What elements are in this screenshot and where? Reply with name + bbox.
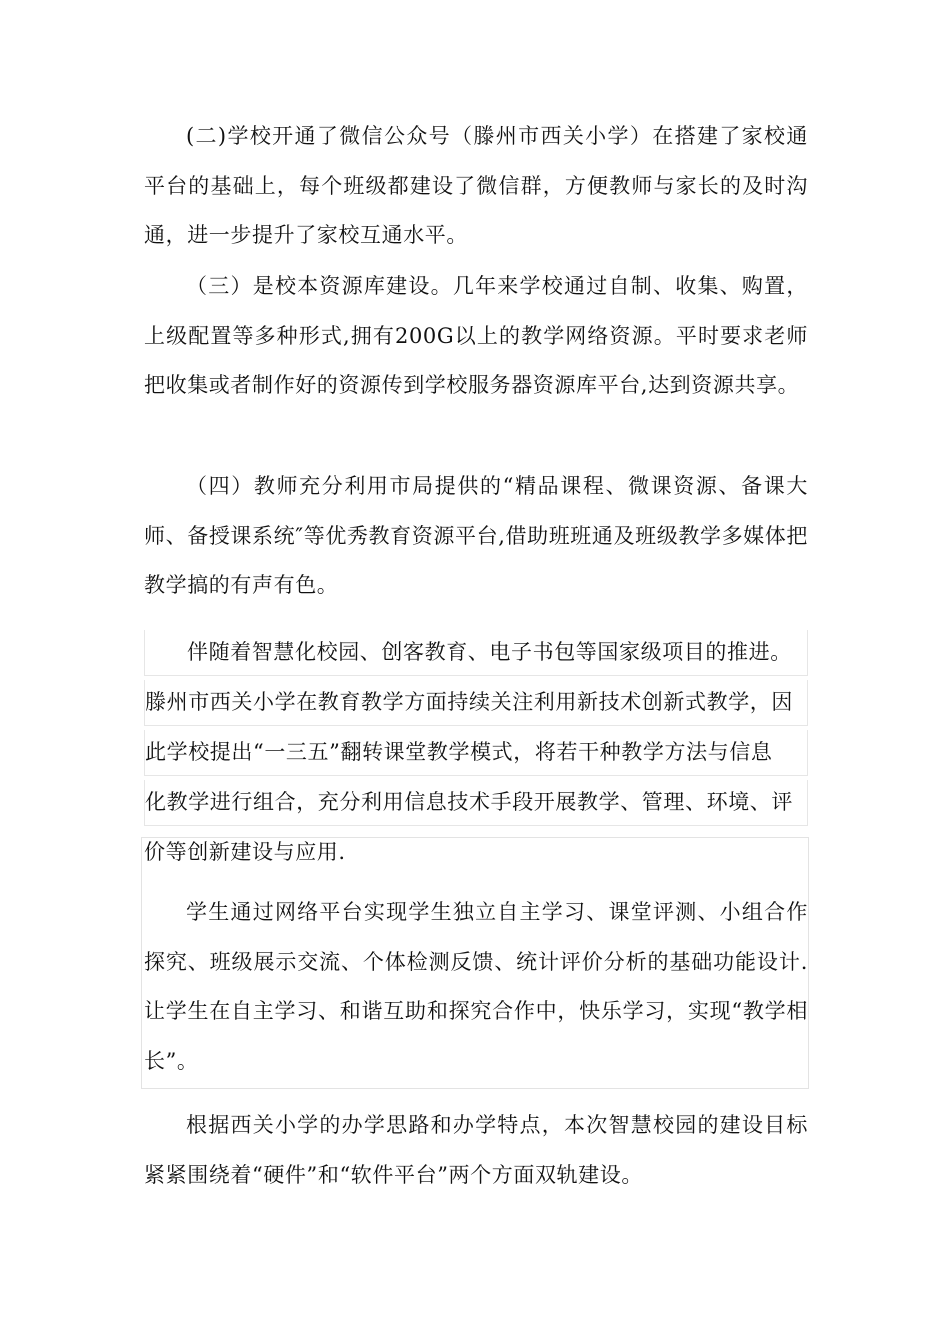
paragraph-construction-goal: 根据西关小学的办学思路和办学特点，本次智慧校园的建设目标紧紧围绕着“硬件”和“软件平台”两个方面双轨建设。 <box>144 1113 808 1187</box>
boxed-line-4: 化教学进行组合，充分利用信息技术手段开展教学、管理、环境、评 <box>144 780 808 826</box>
paragraph-student-platform: 学生通过网络平台实现学生独立自主学习、课堂评测、小组合作探究、班级展示交流、个体检测反馈、统计评价分析的基础功能设计.让学生在自主学习、和谐互助和探究合作中，快乐学习，实现“教学相长”。 <box>144 900 808 1073</box>
boxed-line-5: 价等创新建设与应用. <box>144 840 346 864</box>
paragraph-wechat-platform: (二)学校开通了微信公众号（滕州市西关小学）在搭建了家校通平台的基础上，每个班级都建设了微信群，方便教师与家长的及时沟通，进一步提升了家校互通水平。 <box>144 124 808 247</box>
boxed-line-3: 此学校提出“一三五”翻转课堂教学模式，将若干种教学方法与信息 <box>144 730 808 776</box>
boxed-line-1: 伴随着智慧化校园、创客教育、电子书包等国家级项目的推进。 <box>144 630 808 676</box>
paragraph-teacher-resources: （四）教师充分利用市局提供的“精品课程、微课资源、备课大师、备授课系统″等优秀教育资源平台,借助班班通及班级教学多媒体把教学搞的有声有色。 <box>144 474 808 597</box>
paragraph-resource-library: （三）是校本资源库建设。几年来学校通过自制、收集、购置，上级配置等多种形式,拥有200G以上的教学网络资源。平时要求老师把收集或者制作好的资源传到学校服务器资源库平台,达到资源共享。 <box>144 274 808 397</box>
boxed-line-2: 滕州市西关小学在教育教学方面持续关注利用新技术创新式教学，因 <box>144 680 808 726</box>
